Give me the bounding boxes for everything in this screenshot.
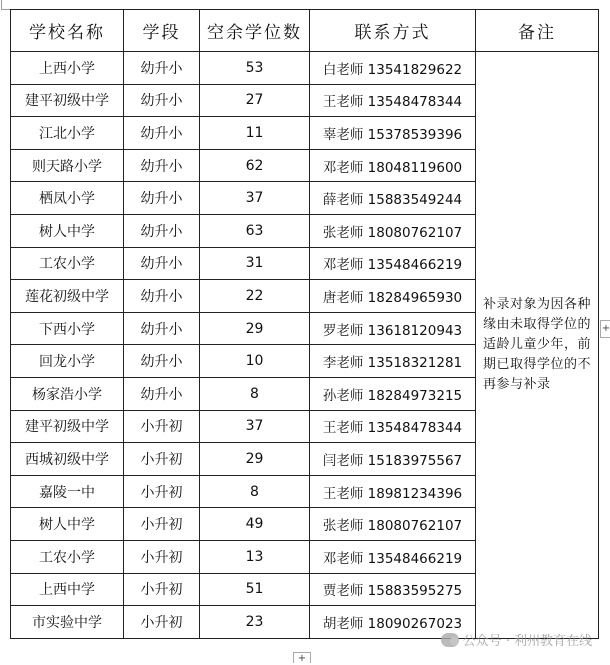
contact-cell: 张老师 18080762107 [310,508,476,541]
school-name-cell: 回龙小学 [11,345,124,378]
school-seats-table-container [10,9,598,639]
contact-cell: 薛老师 15883549244 [310,182,476,215]
stage-cell: 幼升小 [124,52,200,85]
contact-cell: 邓老师 18048119600 [310,149,476,182]
school-name-cell: 树人中学 [11,214,124,247]
vacant-seats-cell: 53 [200,52,310,85]
contact-cell: 孙老师 18284973215 [310,377,476,410]
vacant-seats-cell: 62 [200,149,310,182]
contact-cell: 闫老师 15183975567 [310,443,476,476]
contact-cell: 王老师 13548478344 [310,84,476,117]
stage-cell: 小升初 [124,540,200,573]
school-name-cell: 建平初级中学 [11,84,124,117]
vacant-seats-cell: 8 [200,475,310,508]
contact-cell: 王老师 18981234396 [310,475,476,508]
stage-cell: 小升初 [124,475,200,508]
stage-cell: 小升初 [124,443,200,476]
stage-cell: 幼升小 [124,345,200,378]
stage-cell: 幼升小 [124,214,200,247]
header-contact: 联系方式 [310,10,476,52]
header-school-name: 学校名称 [11,10,124,52]
contact-cell: 胡老师 18090267023 [310,606,476,639]
vacant-seats-cell: 37 [200,410,310,443]
stage-cell: 小升初 [124,508,200,541]
contact-cell: 辜老师 15378539396 [310,117,476,150]
stage-cell: 幼升小 [124,84,200,117]
school-name-cell: 树人中学 [11,508,124,541]
table-add-column-handle[interactable]: + [600,320,610,338]
contact-cell: 王老师 13548478344 [310,410,476,443]
table-row [11,52,599,85]
wechat-icon [441,633,459,647]
vacant-seats-cell: 51 [200,573,310,606]
contact-cell: 张老师 18080762107 [310,214,476,247]
table-body [11,52,599,639]
school-name-cell: 嘉陵一中 [11,475,124,508]
contact-cell: 邓老师 13548466219 [310,247,476,280]
school-name-cell: 则天路小学 [11,149,124,182]
table-header-row [11,10,599,52]
vacant-seats-cell: 13 [200,540,310,573]
contact-cell: 邓老师 13548466219 [310,540,476,573]
stage-cell: 幼升小 [124,377,200,410]
header-vacant-seats: 空余学位数 [200,10,310,52]
header-stage: 学段 [124,10,200,52]
vacant-seats-cell: 11 [200,117,310,150]
vacant-seats-cell: 27 [200,84,310,117]
table-add-row-handle[interactable]: + [293,652,311,663]
school-name-cell: 下西小学 [11,312,124,345]
stage-cell: 幼升小 [124,149,200,182]
stage-cell: 幼升小 [124,312,200,345]
vacant-seats-cell: 10 [200,345,310,378]
stage-cell: 幼升小 [124,117,200,150]
school-name-cell: 上西中学 [11,573,124,606]
vacant-seats-cell: 29 [200,312,310,345]
school-name-cell: 莲花初级中学 [11,280,124,313]
header-note: 备注 [476,10,599,52]
school-name-cell: 工农小学 [11,247,124,280]
school-name-cell: 上西小学 [11,52,124,85]
school-name-cell: 建平初级中学 [11,410,124,443]
school-name-cell: 栖凤小学 [11,182,124,215]
vacant-seats-cell: 22 [200,280,310,313]
school-seats-table [10,9,599,639]
school-name-cell: 工农小学 [11,540,124,573]
vacant-seats-cell: 31 [200,247,310,280]
school-name-cell: 西城初级中学 [11,443,124,476]
stage-cell: 幼升小 [124,182,200,215]
vacant-seats-cell: 23 [200,606,310,639]
vacant-seats-cell: 29 [200,443,310,476]
vacant-seats-cell: 63 [200,214,310,247]
school-name-cell: 江北小学 [11,117,124,150]
school-name-cell: 杨家浩小学 [11,377,124,410]
contact-cell: 白老师 13541829622 [310,52,476,85]
contact-cell: 李老师 13518321281 [310,345,476,378]
vacant-seats-cell: 49 [200,508,310,541]
stage-cell: 小升初 [124,410,200,443]
stage-cell: 小升初 [124,606,200,639]
school-name-cell: 市实验中学 [11,606,124,639]
contact-cell: 罗老师 13618120943 [310,312,476,345]
watermark-text: 公众号 · 利州教育在线 [462,634,592,649]
vacant-seats-cell: 8 [200,377,310,410]
watermark [441,630,592,649]
stage-cell: 幼升小 [124,247,200,280]
stage-cell: 幼升小 [124,280,200,313]
contact-cell: 唐老师 18284965930 [310,280,476,313]
contact-cell: 贾老师 15883595275 [310,573,476,606]
note-cell: 补录对象为因各种缘由未取得学位的适龄儿童少年，前期已取得学位的不再参与补录 [476,52,599,639]
stage-cell: 小升初 [124,573,200,606]
vacant-seats-cell: 37 [200,182,310,215]
